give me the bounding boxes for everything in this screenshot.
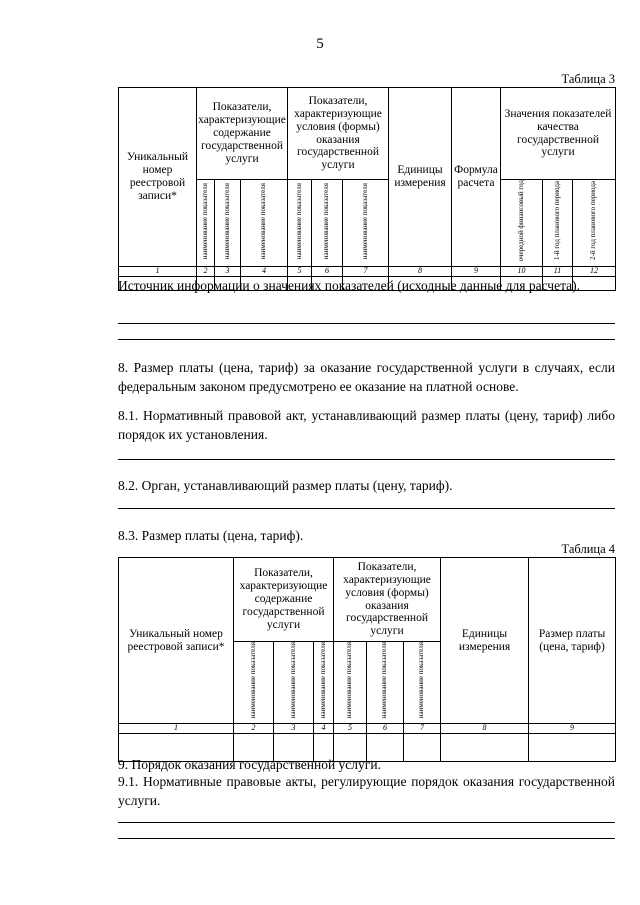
blank-line xyxy=(118,339,615,340)
t3-header-conditions: Показатели, характеризующие условия (формы) оказания государственной услуги xyxy=(288,88,389,180)
t3-header-values: Значения показателей качества государственной услуги xyxy=(501,88,616,180)
t3-header-units: Единицы измерения xyxy=(389,88,452,267)
blank-line xyxy=(118,508,615,509)
t4-sub-name: наименование показателя xyxy=(345,642,354,719)
t3-num: 8 xyxy=(389,267,452,277)
t4-num: 3 xyxy=(274,724,314,734)
t3-header-unique: Уникальный номер реестровой записи* xyxy=(119,88,197,267)
t3-num: 7 xyxy=(343,267,389,277)
t4-num: 4 xyxy=(314,724,334,734)
t4-num: 5 xyxy=(334,724,367,734)
t3-sub-year1: 1-й год планового периода xyxy=(552,181,561,261)
table3 xyxy=(118,87,616,291)
t4-num: 2 xyxy=(234,724,274,734)
t4-header-content: Показатели, характеризующие содержание государственной услуги xyxy=(234,558,334,642)
t4-sub-name: наименование показателя xyxy=(248,642,257,719)
t4-sub-name: наименование показателя xyxy=(318,642,327,719)
table3-label: Таблица 3 xyxy=(561,72,615,86)
section-9-text: 9. Порядок оказания государственной услуги. xyxy=(118,757,381,772)
blank-line xyxy=(118,323,615,324)
t4-header-conditions: Показатели, характеризующие условия (формы) оказания государственной услуги xyxy=(334,558,441,642)
blank-line xyxy=(118,459,615,460)
section-8-3-text: 8.3. Размер платы (цена, тариф). xyxy=(118,528,304,543)
t4-sub-name: наименование показателя xyxy=(288,642,297,719)
t3-num: 2 xyxy=(197,267,215,277)
t3-header-content: Показатели, характеризующие содержание государственной услуги xyxy=(197,88,288,180)
t4-header-fee: Размер платы (цена, тариф) xyxy=(529,558,616,724)
t3-num: 6 xyxy=(312,267,343,277)
table4-label: Таблица 4 xyxy=(561,542,615,556)
t3-num: 10 xyxy=(501,267,543,277)
t4-sub-name: наименование показателя xyxy=(380,642,389,719)
t3-sub-name: наименование показателя xyxy=(322,182,331,259)
t3-num: 11 xyxy=(543,267,573,277)
t3-num: 12 xyxy=(573,267,616,277)
blank-line xyxy=(118,822,615,823)
section-8-1-text: 8.1. Нормативный правовой акт, устанавливающий размер платы (цену, тариф) либо порядок их установления. xyxy=(118,408,615,442)
t3-header-formula: Формула расчета xyxy=(452,88,501,267)
source-info-text: Источник информации о значениях показателей (исходные данные для расчета). xyxy=(118,278,581,293)
section-8-text: 8. Размер платы (цена, тариф) за оказание государственной услуги в случаях, если федеральным законом предусмотрено ее оказание на платной основе. xyxy=(118,360,615,394)
t4-num: 8 xyxy=(441,724,529,734)
t3-sub-name: наименование показателя xyxy=(222,182,231,259)
t3-num: 4 xyxy=(241,267,288,277)
t3-sub-name: наименование показателя xyxy=(259,182,268,259)
t3-sub-name: наименование показателя xyxy=(200,182,209,259)
t3-sub-name: наименование показателя xyxy=(360,182,369,259)
t3-sub-name: наименование показателя xyxy=(294,182,303,259)
t4-header-units: Единицы измерения xyxy=(441,558,529,724)
t4-number-row xyxy=(119,724,616,734)
section-9-1-text: 9.1. Нормативные правовые акты, регулирующие порядок оказания государственной услуги. xyxy=(118,774,615,808)
t4-num: 6 xyxy=(367,724,404,734)
blank-line xyxy=(118,838,615,839)
t4-num: 9 xyxy=(529,724,616,734)
t4-sub-name: наименование показателя xyxy=(417,642,426,719)
t3-num: 3 xyxy=(215,267,241,277)
t4-header-unique: Уникальный номер реестровой записи* xyxy=(119,558,234,724)
page-number: 5 xyxy=(316,36,324,52)
table4 xyxy=(118,557,616,762)
t3-num: 9 xyxy=(452,267,501,277)
t4-num: 7 xyxy=(404,724,441,734)
section-8-2-text: 8.2. Орган, устанавливающий размер платы (цену, тариф). xyxy=(118,478,453,493)
t3-num: 1 xyxy=(119,267,197,277)
t3-sub-year2: 2-й год планового периода xyxy=(589,181,598,261)
t4-num: 1 xyxy=(119,724,234,734)
t3-sub-current-year: очередной финансовый год xyxy=(516,180,525,262)
t3-num: 5 xyxy=(288,267,312,277)
